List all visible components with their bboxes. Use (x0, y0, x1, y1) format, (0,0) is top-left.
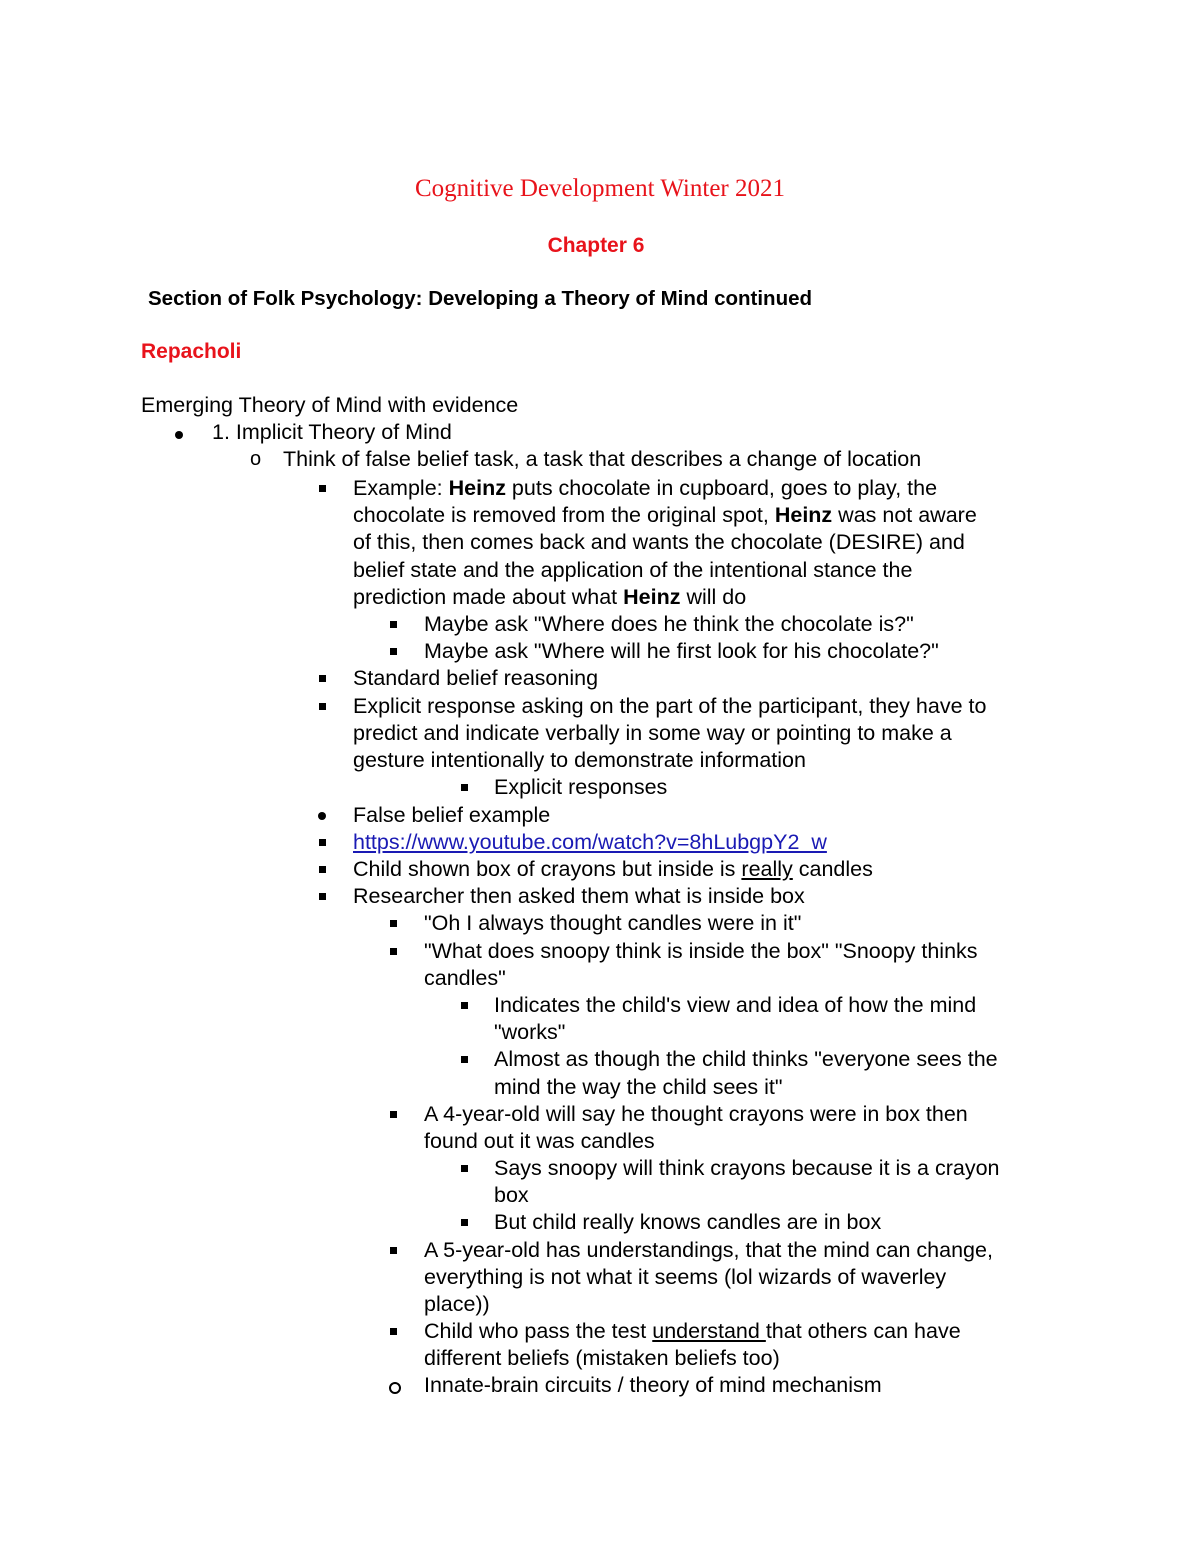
heinz-name: Heinz (448, 476, 506, 500)
example-text: chocolate is removed from the original spot, (353, 503, 775, 527)
four-year-line-2: found out it was candles (424, 1129, 655, 1153)
bullet-square (461, 1002, 468, 1009)
bullet-circle: o (250, 448, 262, 470)
bullet-square (390, 1328, 397, 1335)
list-item-false-belief-example: False belief example (353, 803, 551, 827)
indicates-line-2: "works" (494, 1020, 566, 1044)
says-line-1: Says snoopy will think crayons because it is a crayon (494, 1156, 1000, 1180)
bullet-square (319, 675, 326, 682)
list-item-explicit-responses: Explicit responses (494, 775, 668, 799)
five-year-line-1: A 5-year-old has understandings, that the mind can change, (424, 1238, 993, 1262)
list-item-innate: Innate-brain circuits / theory of mind mechanism (424, 1373, 882, 1397)
almost-line-1: Almost as though the child thinks "everyone sees the (494, 1047, 998, 1071)
section-heading: Section of Folk Psychology: Developing a Theory of Mind continued (148, 287, 813, 310)
explicit-line-3: gesture intentionally to demonstrate information (353, 748, 806, 772)
crayons-text: candles (792, 857, 873, 881)
list-item-ask-2: Maybe ask "Where will he first look for his chocolate?" (424, 639, 939, 663)
example-line-1 (353, 475, 937, 502)
list-item-oh-quote: "Oh I always thought candles were in it" (424, 911, 802, 935)
snoopy-line-2: candles" (424, 966, 506, 990)
bullet-square (319, 485, 326, 492)
really-underlined: really (741, 857, 793, 881)
bullet-square (319, 839, 326, 846)
list-item-implicit-tom: 1. Implicit Theory of Mind (212, 420, 452, 444)
snoopy-line-1: "What does snoopy think is inside the box" "Snoopy thinks (424, 939, 978, 963)
bullet-square (319, 703, 326, 710)
example-line-3: of this, then comes back and wants the chocolate (DESIRE) and (353, 530, 965, 554)
bullet-square (461, 1165, 468, 1172)
bullet-square (461, 1219, 468, 1226)
indicates-line-1: Indicates the child's view and idea of how the mind (494, 993, 977, 1017)
bullet-square (319, 893, 326, 900)
heinz-name: Heinz (774, 503, 833, 527)
pass-line-1 (424, 1318, 961, 1345)
heinz-name: Heinz (623, 585, 681, 609)
crayons-text: Child shown box of crayons but inside is (353, 857, 742, 881)
example-text: will do (680, 585, 747, 609)
understand-underlined: understand (652, 1319, 766, 1343)
says-line-2: box (494, 1183, 529, 1207)
bullet-square (390, 948, 397, 955)
subheading-repacholi: Repacholi (141, 340, 242, 363)
document-title: Cognitive Development Winter 2021 (415, 175, 785, 202)
youtube-link[interactable]: https://www.youtube.com/watch?v=8hLubgpY2_w (353, 830, 827, 854)
five-year-line-3: place)) (424, 1292, 490, 1316)
bullet-square (390, 621, 397, 628)
bullet-square (390, 920, 397, 927)
five-year-line-2: everything is not what it seems (lol wizards of waverley (424, 1265, 947, 1289)
example-text: puts chocolate in cupboard, goes to play, the (505, 476, 938, 500)
intro-text: Emerging Theory of Mind with evidence (141, 393, 519, 417)
list-item-standard-belief: Standard belief reasoning (353, 666, 599, 690)
bullet-square (319, 866, 326, 873)
bullet-square (390, 1111, 397, 1118)
example-line-4: belief state and the application of the intentional stance the (353, 558, 913, 582)
bullet-square (461, 784, 468, 791)
bullet-square (390, 648, 397, 655)
list-item-crayons (353, 856, 873, 883)
list-item-false-belief-task: Think of false belief task, a task that describes a change of location (283, 447, 922, 471)
example-text: prediction made about what (353, 585, 624, 609)
pass-line-2: different beliefs (mistaken beliefs too) (424, 1346, 780, 1370)
bullet-disc (318, 812, 326, 820)
four-year-line-1: A 4-year-old will say he thought crayons were in box then (424, 1102, 968, 1126)
bullet-disc (175, 431, 183, 439)
almost-line-2: mind the way the child sees it" (494, 1075, 783, 1099)
example-prefix: Example: (353, 476, 449, 500)
list-item-ask-1: Maybe ask "Where does he think the chocolate is?" (424, 612, 914, 636)
pass-text: that others can have (765, 1319, 961, 1343)
list-item-but-child: But child really knows candles are in box (494, 1210, 882, 1234)
example-line-5 (353, 584, 746, 611)
explicit-line-2: predict and indicate verbally in some way or pointing to make a (353, 721, 952, 745)
explicit-line-1: Explicit response asking on the part of the participant, they have to (353, 694, 987, 718)
pass-text: Child who pass the test (424, 1319, 653, 1343)
bullet-square (461, 1056, 468, 1063)
bullet-circle-bold (389, 1382, 401, 1394)
bullet-square (390, 1247, 397, 1254)
chapter-heading: Chapter 6 (547, 234, 645, 257)
example-line-2 (353, 502, 977, 529)
example-text: was not aware (832, 503, 977, 527)
list-item-researcher: Researcher then asked them what is inside box (353, 884, 805, 908)
